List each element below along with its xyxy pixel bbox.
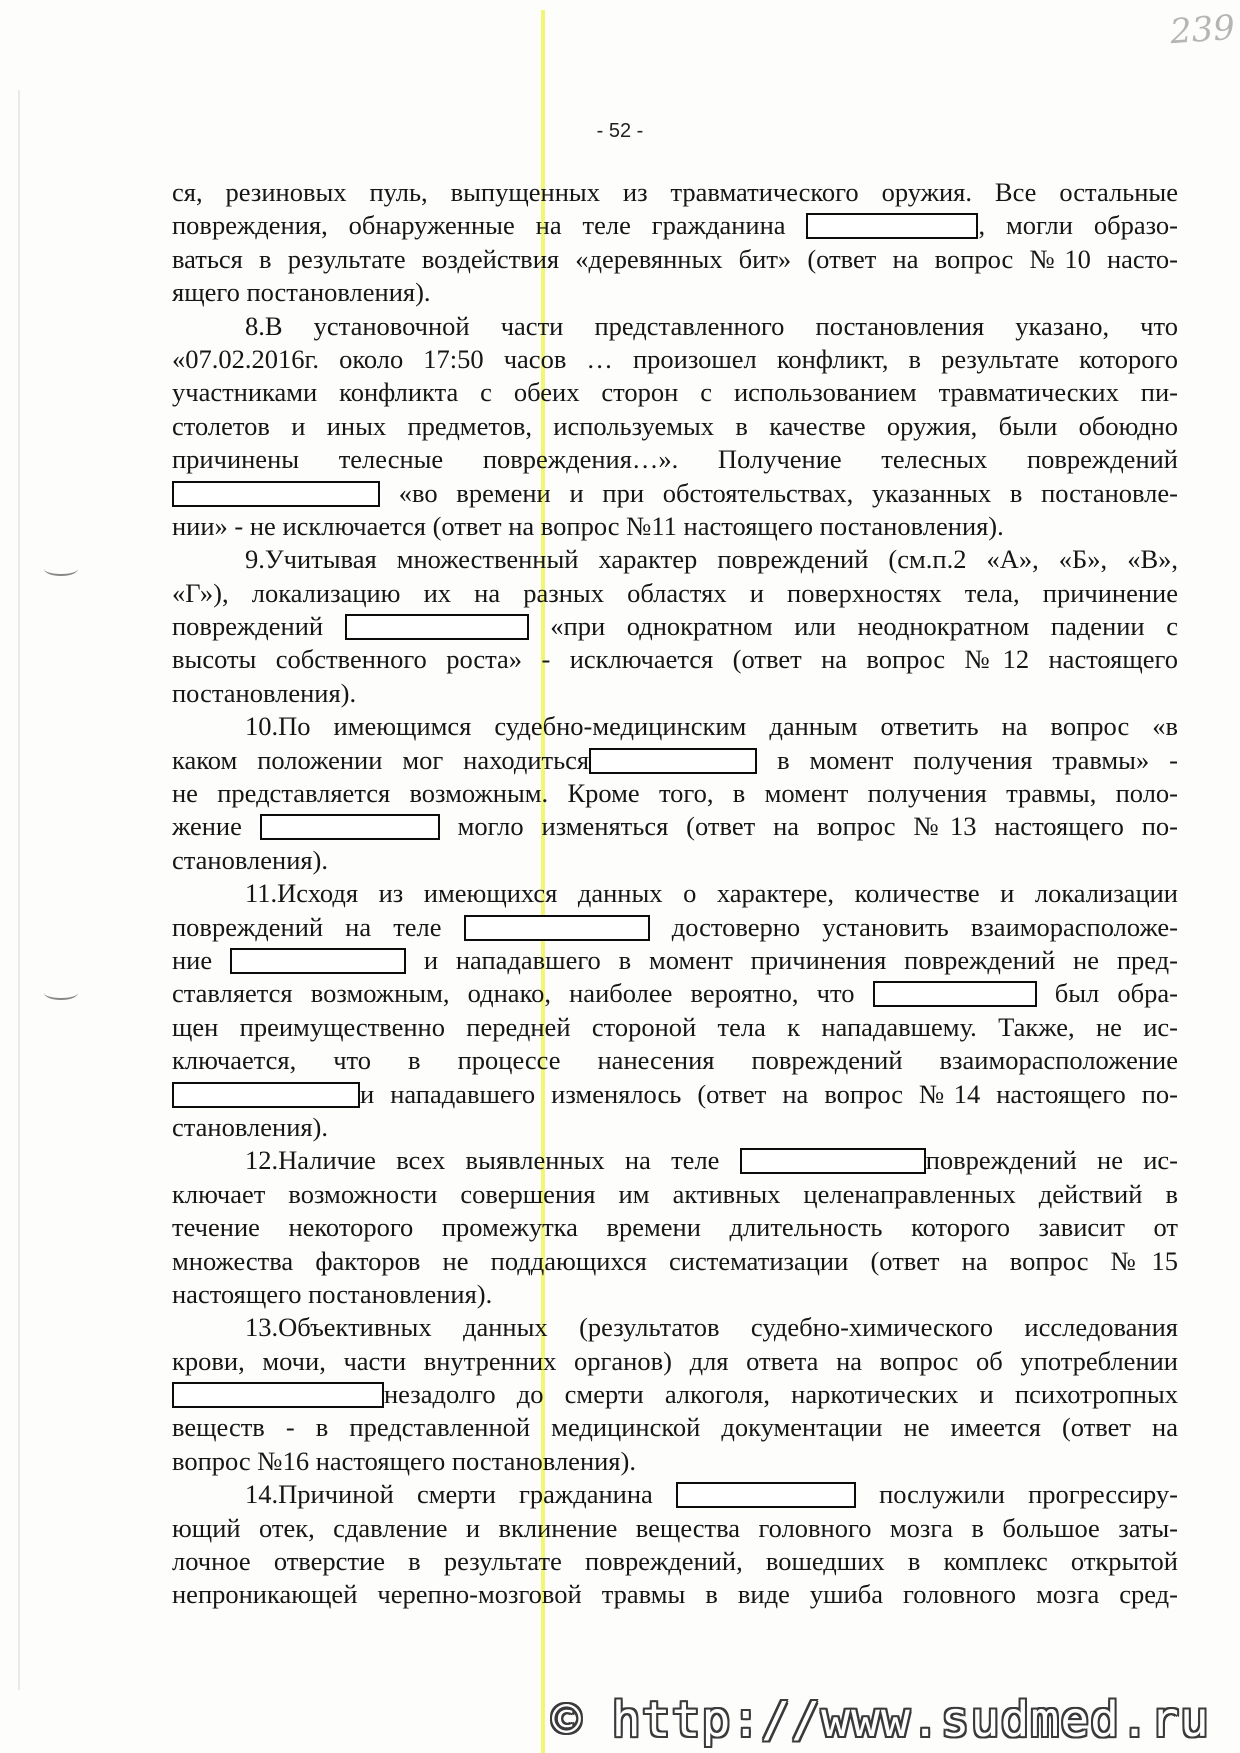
redaction-box xyxy=(172,1382,384,1408)
text-line: ключается, что в процессе нанесения повреждений взаиморасположение xyxy=(172,1045,1178,1076)
scan-edge xyxy=(18,90,20,1690)
text-line: 12.Наличие всех выявленных на теле повреждений не ис- xyxy=(245,1145,1178,1176)
redaction-box xyxy=(172,1082,360,1108)
handwritten-page-number: 239 xyxy=(1168,7,1237,53)
text-line: постановления). xyxy=(172,677,357,708)
redaction-box xyxy=(806,213,978,239)
redaction-box xyxy=(740,1148,926,1174)
text-line: незадолго до смерти алкоголя, наркотических и психотропных xyxy=(172,1378,1178,1411)
text-line: веществ - в представленной медицинской документации не имеется (ответ на xyxy=(172,1412,1178,1443)
text-line: причинены телесные повреждения…». Получение телесных повреждений xyxy=(172,444,1178,475)
text-line: настоящего постановления). xyxy=(172,1278,493,1309)
page-number: - 52 - xyxy=(596,120,644,142)
text-line: не представляется возможным. Кроме того, в момент получения травмы, поло- xyxy=(172,778,1178,809)
text-line: лочное отверстие в результате повреждений, вошедших в комплекс открытой xyxy=(172,1546,1178,1577)
text-line: 10.По имеющимся судебно-медицинским данным ответить на вопрос «в xyxy=(245,711,1178,742)
text-line: течение некоторого промежутка времени длительность которого зависит от xyxy=(172,1212,1178,1243)
document-body xyxy=(172,176,1178,1612)
text-line: ящего постановления). xyxy=(172,277,431,308)
text-line: становления). xyxy=(172,1111,329,1142)
redaction-box xyxy=(230,948,406,974)
redaction-box xyxy=(345,614,529,640)
punch-hole-mark xyxy=(44,986,78,1000)
redaction-box xyxy=(260,814,440,840)
text-line: ключает возможности совершения им активных целенаправленных действий в xyxy=(172,1178,1178,1209)
text-line: участниками конфликта с обеих сторон с использованием травматических пи- xyxy=(172,377,1178,408)
text-line: и нападавшего изменялось (ответ на вопрос №14 настоящего по- xyxy=(172,1078,1178,1111)
text-line: 14.Причиной смерти гражданина послужили прогрессиру- xyxy=(245,1479,1178,1510)
text-line: повреждений на теле достоверно установить взаиморасположе- xyxy=(172,911,1178,942)
text-line: «Г»), локализацию их на разных областях и поверхностях тела, причинение xyxy=(172,577,1178,608)
text-line: нии» - не исключается (ответ на вопрос №11 настоящего постановления). xyxy=(172,510,1004,541)
text-line: щен преимущественно передней стороной тела к нападавшему. Также, не ис- xyxy=(172,1011,1178,1042)
text-line: столетов и иных предметов, используемых в качестве оружия, были обоюдно xyxy=(172,410,1178,441)
text-line: «во времени и при обстоятельствах, указанных в постановле- xyxy=(172,477,1178,510)
redaction-box xyxy=(589,748,757,774)
text-line: «07.02.2016г. около 17:50 часов … произошел конфликт, в результате которого xyxy=(172,343,1178,374)
text-line: повреждений «при однократном или неоднократном падении с xyxy=(172,611,1178,642)
redaction-box xyxy=(676,1482,856,1508)
text-line: 11.Исходя из имеющихся данных о характере, количестве и локализации xyxy=(245,878,1178,909)
text-line: множества факторов не поддающихся систематизации (ответ на вопрос №15 xyxy=(172,1245,1178,1276)
redaction-box xyxy=(873,981,1037,1007)
text-line: жение могло изменяться (ответ на вопрос №13 настоящего по- xyxy=(172,811,1178,842)
text-line: ваться в результате воздействия «деревянных бит» (ответ на вопрос №10 насто- xyxy=(172,243,1178,274)
text-line: каком положении мог находиться в момент получения травмы» - xyxy=(172,744,1178,775)
text-line: 8.В установочной части представленного постановления указано, что xyxy=(245,310,1178,341)
text-line: повреждения, обнаруженные на теле гражданина , могли образо- xyxy=(172,210,1178,241)
text-line: вопрос №16 настоящего постановления). xyxy=(172,1445,636,1476)
text-line: ющий отек, сдавление и вклинение вещества головного мозга в большое заты- xyxy=(172,1512,1178,1543)
text-line: непроникающей черепно-мозговой травмы в виде ушиба головного мозга сред- xyxy=(172,1579,1178,1610)
punch-hole-mark xyxy=(44,562,78,576)
site-watermark: © http://www.sudmed.ru xyxy=(552,1692,1210,1748)
text-line: ся, резиновых пуль, выпущенных из травматического оружия. Все остальные xyxy=(172,177,1178,207)
text-line: становления). xyxy=(172,844,329,875)
text-line: 9.Учитывая множественный характер повреждений (см.п.2 «А», «Б», «В», xyxy=(245,544,1178,575)
redaction-box xyxy=(464,915,650,941)
text-line: высоты собственного роста» - исключается (ответ на вопрос №12 настоящего xyxy=(172,644,1178,675)
text-line: ставляется возможным, однако, наиболее вероятно, что был обра- xyxy=(172,978,1178,1009)
text-line: 13.Объективных данных (результатов судебно-химического исследования xyxy=(245,1312,1178,1343)
text-line: крови, мочи, части внутренних органов) для ответа на вопрос об употреблении xyxy=(172,1345,1178,1376)
redaction-box xyxy=(172,481,380,507)
text-line: ние и нападавшего в момент причинения повреждений не пред- xyxy=(172,944,1178,975)
